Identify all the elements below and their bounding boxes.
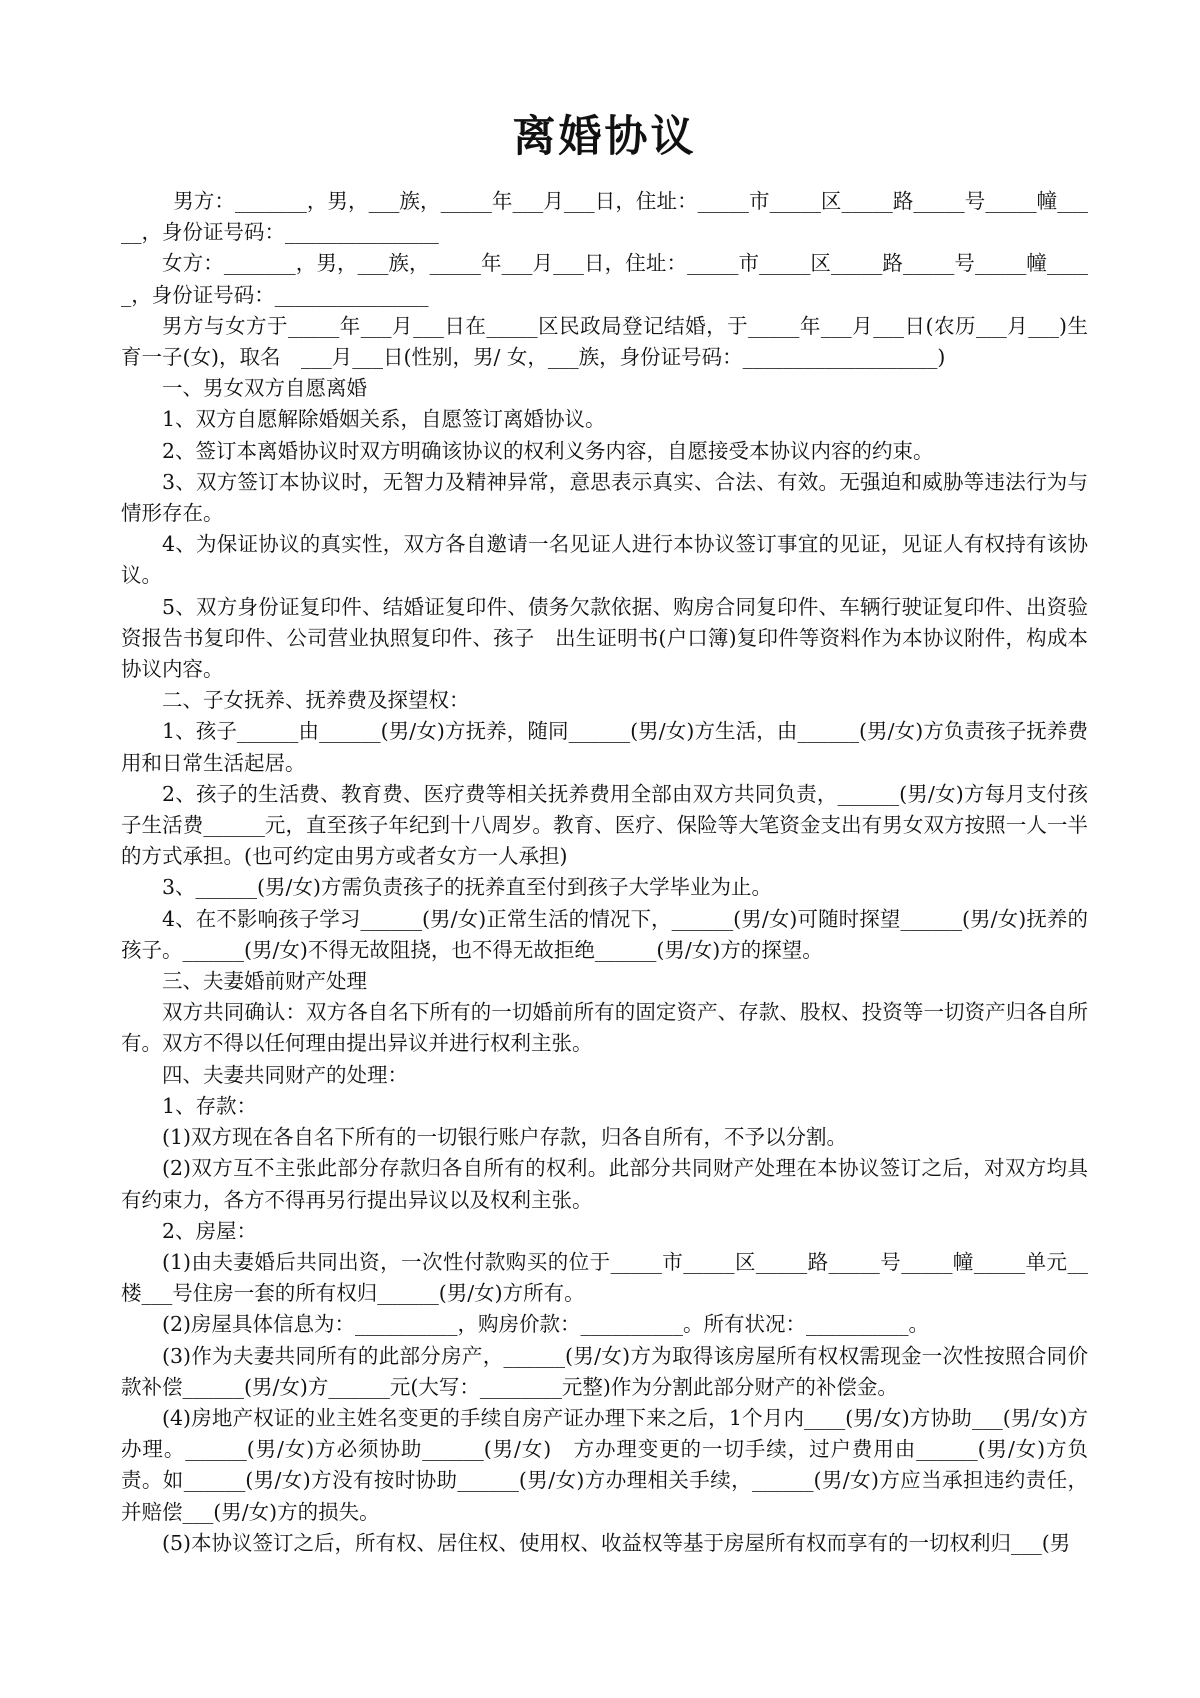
section-heading-premarital-property: 三、夫妻婚前财产处理 [162, 969, 367, 994]
clause-2-1: 1、孩子______由______(男/女)方抚养，随同______(男/女)方生活，由______(男/女)方负责孩子抚养费用和日常生活起居。 [121, 719, 1088, 775]
clause-house-1: (1)由夫妻婚后共同出资，一次性付款购买的位于_____市_____区_____路_____号_____幢_____单元__楼___号住房一套的所有权归______(男/女)方所有。 [121, 1249, 1088, 1306]
subheading-deposits: 1、存款： [162, 1093, 258, 1118]
intro-female-party: 女方：_______，男，___族，_____年___月___日，住址：_____市_____区_____路_____号_____幢_____，身份证号码：_______________ [121, 251, 1088, 307]
clause-1-3: 3、双方签订本协议时，无智力及精神异常，意思表示真实、合法、有效。无强迫和威胁等违法行为与情形存在。 [121, 469, 1088, 526]
clause-house-3: (3)作为夫妻共同所有的此部分房产，______(男/女)方为取得该房屋所有权权需现金一次性按照合同价款补偿______(男/女)方______元(大写：________元整)作为分割此部分财产的补偿金。 [121, 1343, 1088, 1399]
clause-deposit-1: (1)双方现在各自名下所有的一切银行账户存款，归各自所有，不予以分割。 [162, 1125, 848, 1150]
clause-2-3: 3、______(男/女)方需负责孩子的抚养直至付到孩子大学毕业为止。 [162, 875, 772, 900]
clause-2-4: 4、在不影响孩子学习______(男/女)正常生活的情况下，______(男/女)可随时探望______(男/女)抚养的孩子。______(男/女)不得无故阻挠，也不得无故拒绝______(男/女)方的探望。 [121, 906, 1088, 962]
clause-1-4: 4、为保证协议的真实性，双方各自邀请一名见证人进行本协议签订事宜的见证，见证人有权持有该协议。 [121, 532, 1088, 588]
intro-marriage-info: 男方与女方于_____年___月___日在_____区民政局登记结婚，于_____年___月___日(农历___月___)生育一子(女)，取名 ___月___日(性别，男/ 女，___族，身份证号码：___________________) [121, 313, 1088, 370]
document-title: 离婚协议 [512, 112, 697, 162]
section-heading-voluntary-divorce: 一、男女双方自愿离婚 [162, 376, 367, 401]
clause-1-1: 1、双方自愿解除婚姻关系，自愿签订离婚协议。 [162, 407, 606, 432]
document-body [121, 186, 1088, 1559]
clause-deposit-2: (2)双方互不主张此部分存款归各自所有的权利。此部分共同财产处理在本协议签订之后，对双方均具有约束力，各方不得再另行提出异议以及权利主张。 [121, 1156, 1088, 1212]
section-heading-child-custody: 二、子女抚养、抚养费及探望权： [162, 688, 470, 713]
clause-house-4: (4)房地产权证的业主姓名变更的手续自房产证办理下来之后，1个月内____(男/女)方协助___(男/女)方办理。______(男/女)方必须协助______(男/女) 方办理变更的一切手续，过户费用由______(男/女)方负责。如______(男/女)方没有按时协助______(男/女)方办理相关手续，______(男/女)方应当承担违约责任，并赔偿___(男/女)方的损失。 [121, 1405, 1088, 1524]
clause-house-5: (5)本协议签订之后，所有权、居住权、使用权、收益权等基于房屋所有权而享有的一切权利归___(男 [162, 1530, 1071, 1555]
clause-2-2: 2、孩子的生活费、教育费、医疗费等相关抚养费用全部由双方共同负责，______(男/女)方每月支付孩子生活费______元，直至孩子年纪到十八周岁。教育、医疗、保险等大笔资金支出有男女双方按照一人一半的方式承担。(也可约定由男方或者女方一人承担) [121, 781, 1088, 869]
clause-1-5: 5、双方身份证复印件、结婚证复印件、债务欠款依据、购房合同复印件、车辆行驶证复印件、出资验资报告书复印件、公司营业执照复印件、孩子 出生证明书(户口簿)复印件等资料作为本协议附件，构成本协议内容。 [121, 594, 1088, 682]
clause-house-2: (2)房屋具体信息为：__________，购房价款：__________。所有状况：__________。 [162, 1312, 930, 1337]
subheading-house: 2、房屋： [162, 1218, 258, 1243]
intro-male-party: 男方：_______，男，___族，_____年___月___日，住址：_____市_____区_____路_____号_____幢_____，身份证号码：_______________ [121, 189, 1088, 245]
section-heading-joint-property: 四、夫妻共同财产的处理： [162, 1062, 408, 1087]
clause-1-2: 2、签订本离婚协议时双方明确该协议的权利义务内容，自愿接受本协议内容的约束。 [162, 438, 934, 463]
clause-3-1: 双方共同确认：双方各自名下所有的一切婚前所有的固定资产、存款、股权、投资等一切资产归各自所有。双方不得以任何理由提出异议并进行权利主张。 [121, 1000, 1088, 1056]
